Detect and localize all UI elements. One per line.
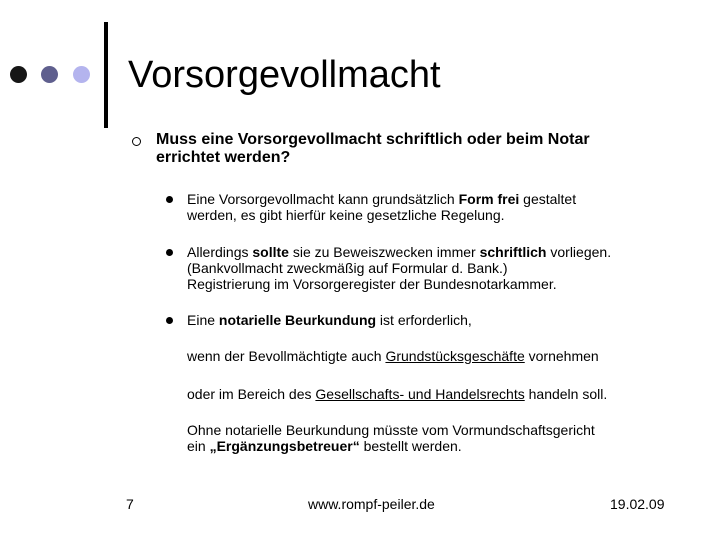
bullet-1-text — [187, 191, 576, 223]
bullet-dot-icon — [166, 317, 173, 324]
footer-date: 19.02.09 — [610, 496, 665, 512]
question-line-1: Muss eine Vorsorgevollmacht schriftlich oder beim Notar — [156, 131, 590, 148]
bullet-2-line-1 — [187, 244, 611, 260]
text-run: ein — [187, 438, 210, 454]
bullet-3-text — [187, 312, 472, 328]
paragraph-line-2 — [187, 438, 595, 454]
underlined-run: Gesellschafts- und Handelsrechts — [315, 386, 525, 402]
bullet-dot-icon — [166, 249, 173, 256]
text-run: oder im Bereich des — [187, 386, 316, 402]
text-run: ist erforderlich, — [376, 312, 472, 328]
title-divider — [104, 22, 108, 128]
text-run: bestellt werden. — [359, 438, 462, 454]
text-run: Allerdings — [187, 244, 253, 260]
text-run: handeln soll. — [524, 386, 608, 402]
bold-run: schriftlich — [479, 244, 547, 260]
text-run: Eine — [187, 312, 219, 328]
bullet-2-line-2: (Bankvollmacht zweckmäßig auf Formular d. Bank.) — [187, 260, 508, 276]
bold-run: Form frei — [458, 191, 520, 207]
question-heading — [156, 131, 696, 167]
bold-run: sollte — [252, 244, 289, 260]
paragraph-gesellschaftsrecht — [187, 386, 607, 402]
decor-dot-dark — [10, 66, 27, 83]
text-run: vornehmen — [524, 348, 599, 364]
paragraph-line-1: Ohne notarielle Beurkundung müsste vom Vormundschaftsgericht — [187, 422, 595, 438]
underlined-run: Grundstücksgeschäfte — [385, 348, 525, 364]
text-run: vorliegen. — [546, 244, 612, 260]
slide-title: Vorsorgevollmacht — [128, 54, 441, 96]
text-run: wenn der Bevollmächtigte auch — [187, 348, 386, 364]
bullet-2-line-3: Registrierung im Vorsorgeregister der Bundesnotarkammer. — [187, 276, 557, 292]
bullet-1-line-1 — [187, 191, 576, 207]
text-run: gestaltet — [519, 191, 577, 207]
slide-number: 7 — [126, 496, 134, 512]
question-line-2: errichtet werden? — [156, 149, 291, 166]
hollow-bullet-icon — [132, 137, 141, 146]
bold-run: „Ergänzungsbetreuer“ — [209, 438, 360, 454]
bold-run: notarielle Beurkundung — [218, 312, 377, 328]
decor-dot-light — [73, 66, 90, 83]
bullet-dot-icon — [166, 196, 173, 203]
bullet-2-text — [187, 244, 611, 292]
text-run: sie zu Beweiszwecken immer — [288, 244, 480, 260]
paragraph-ergaenzungsbetreuer — [187, 422, 595, 454]
footer-url: www.rompf-peiler.de — [308, 496, 435, 512]
bullet-1-line-2: werden, es gibt hierfür keine gesetzliche Regelung. — [187, 207, 505, 223]
paragraph-grundstueck — [187, 348, 599, 364]
decor-dot-medium — [41, 66, 58, 83]
text-run: Eine Vorsorgevollmacht kann grundsätzlich — [187, 191, 459, 207]
